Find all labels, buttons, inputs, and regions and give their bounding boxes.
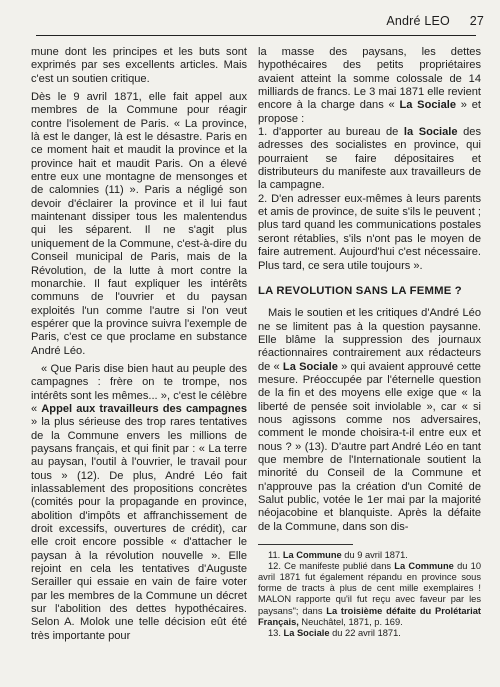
footnote-12-text-b: du 10 avril 1871 fut également répandu en province sous forme de tracts à plus de cent mille exemplaires ! MALON rapporte qu'il fut reçu avec faveur par les paysans"; dans <box>258 561 481 616</box>
right-paragraph-2-bold: la Sociale <box>403 126 458 139</box>
running-header <box>386 14 484 28</box>
footnote-11-text-b: du 9 avril 1871. <box>341 550 408 561</box>
right-paragraph-2-text-a: 1. d'apporter au bureau de <box>258 126 404 139</box>
footnote-13 <box>258 628 481 639</box>
right-paragraph-1-text-a: la masse des paysans, les dettes hypothécaires des petits propriétaires avaient atteint la somme colossale de 14 milliards de francs. Le 3 mai 1871 elle revient encore à la charge dans « <box>258 46 481 112</box>
section-title: LA REVOLUTION SANS LA FEMME ? <box>258 284 462 297</box>
page-number: 27 <box>469 14 484 28</box>
footnote-12-text-c: Neuchâtel, 1871, p. 169. <box>298 616 403 627</box>
left-paragraph-2: Dès le 9 avril 1871, elle fait appel aux membres de la Commune pour réagir contre l'isolement de Paris. « La province, là est le danger, là est le désastre. Paris en ce moment hait et maudit la province et la province hait et maudit Paris. On a élevé entre eux une montagne de mensonges et de calomnies (11) ». Paris a négligé son devoir d'éclairer la province et il lui faut maintenant dissiper tous les malentendus qui les séparent. Il ne s'agit plus uniquement de la Commune, c'est-à-dire du Conseil municipal de Paris, mais de la Révolution, de la lutte à mort contre la monarchie. Il faut expliquer les intérêts communs de l'ouvrier et du paysan exploités l'un comme l'autre si l'on veut espérer que la province suivra l'exemple de Paris, c'est ce que proclame en substance André Léo. <box>31 91 247 357</box>
right-column <box>258 46 481 639</box>
footnote-11-text-a: 11. <box>268 550 283 561</box>
footnote-13-bold: La Sociale <box>283 627 330 638</box>
footnote-13-text-b: du 22 avril 1871. <box>329 627 401 638</box>
footnote-11-bold: La Commune <box>282 550 342 561</box>
footnote-12-text-a: 12. Ce manifeste publié dans <box>268 561 395 572</box>
right-paragraph-3: 2. D'en adresser eux-mêmes à leurs parents et amis de province, de suite s'ils le peuvent ; plus tard quand les communications postales seront rétablies, s'ils n'ont pas le moyen de faire autrement. Aujourd'hui c'est nécessaire. Plus tard, ce sera utile toujours ». <box>258 192 481 272</box>
footnote-12 <box>258 561 481 628</box>
right-paragraph-4-bold: La Sociale <box>282 360 338 373</box>
left-paragraph-3 <box>31 363 247 643</box>
footnote-12-bold-1: La Commune <box>394 561 454 572</box>
footnotes <box>258 550 481 639</box>
footnote-12-bold-2: La troisième défaite du Prolétariat Français, <box>258 605 481 627</box>
footnote-13-text-a: 13. <box>268 627 284 638</box>
right-paragraph-4-text-a: Mais le soutien et les critiques d'André Léo ne se limitent pas à la question paysanne. Elle blâme la suppression des journaux réactionnaires contrairement aux rédacteurs de « <box>258 307 481 373</box>
footnote-11 <box>258 550 481 561</box>
right-paragraph-1-bold: La Sociale <box>399 99 457 112</box>
right-paragraph-4-text-b: » qui avaient approuvé cette mesure. Préoccupée par l'éternelle question de la fin et des moyens elle exige que « la liberté de pensée soit inviolable », car « si nous agissons comme nos adversaires, comment le monde choisira-t-il entre eux et nous ? » (13). D'autre part André Léo en tant que membre de l'Internationale soutient la minorité du Conseil de la Commune et n'approuve pas la création d'un Comité de Salut public, votée le 1er mai par la majorité néojacobine et blanquiste. Après la défaite de la Commune, dans son dis- <box>258 360 481 533</box>
right-paragraph-2 <box>258 126 481 193</box>
left-paragraph-3-bold: Appel aux travailleurs des campagnes <box>41 402 247 415</box>
header-rule <box>36 35 476 36</box>
right-paragraph-1 <box>258 46 481 126</box>
right-paragraph-4 <box>258 307 481 534</box>
running-header-author: André LEO <box>386 14 450 28</box>
left-paragraph-3-text-a: « Que Paris dise bien haut au peuple des campagnes : frère on te trompe, nos intérêts sont les mêmes... », c'est le célèbre « <box>31 362 247 415</box>
left-paragraph-3-text-b: » la plus sérieuse des trop rares tentatives de la Commune envers les millions de paysans français, et qui finit par : « La terre au paysan, l'outil à l'ouvrier, le travail pour tous » (12). De plus, André Léo fait inlassablement des propositions concrètes (comités pour la propagande en province, abolition d'impôts et affranchissement de droit excessifs, ouvertures de crédit), car elle croit encore possible « d'attacher le paysan à la révolution nouvelle ». Elle rejoint en cela les tentatives d'Auguste Serailler qui essaie en vain de faire voter par les membres de la Commune un décret sur l'abolition des dettes hypothécaires. Selon A. Molok une telle décision eût été très importante pour <box>31 416 247 642</box>
right-paragraph-1-text-b: » et propose : <box>258 99 481 125</box>
right-paragraph-2-text-b: des adresses des socialistes en province, qui pourraient se faire dépositaires et distributeurs du manifeste aux travailleurs de la campagne. <box>258 126 482 192</box>
left-column <box>31 46 247 643</box>
left-paragraph-1: mune dont les principes et les buts sont exprimés par ses excellents articles. Mais c'est un soutien critique. <box>31 46 247 85</box>
footnotes-rule <box>258 544 353 545</box>
